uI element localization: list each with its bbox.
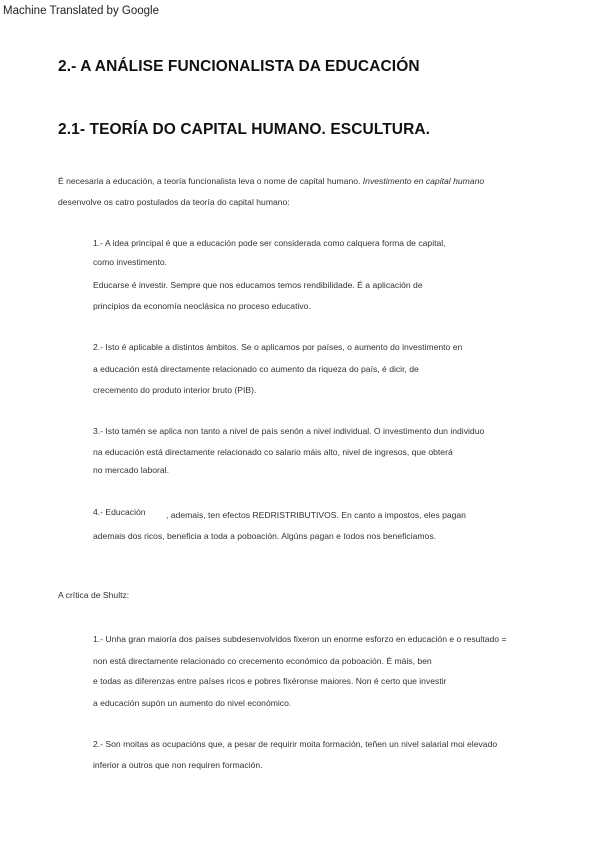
critique-1-line: a educación supón un aumento do nivel económico. [93,698,292,708]
postulate-2-line: a educación está directamente relacionado co aumento da riqueza do país, é dicir, de [93,364,419,374]
critique-1-line: e todas as diferenzas entre países ricos e pobres fixéronse maiores. Non é certo que investir [93,676,447,686]
intro-line-1: É necesaria a educación, a teoría funcionalista leva o nome de capital humano. Investimento en capital humano [58,176,485,186]
critique-2-line: 2.- Son moitas as ocupacións que, a pesar de requirir moita formación, teñen un nivel salarial moi elevado [93,739,498,749]
postulate-1-line: principios da economía neoclásica no proceso educativo. [93,301,311,311]
postulate-3-line: no mercado laboral. [93,465,169,475]
critique-1-line: 1.- Unha gran maioría dos países subdesenvolvidos fixeron un enorme esforzo en educación e o resultado = [93,634,507,644]
machine-translation-banner: Machine Translated by Google [3,5,159,17]
postulate-1-line: 1.- A idea principal é que a educación pode ser considerada como calquera forma de capital, [93,238,446,248]
section-heading: 2.- A ANÁLISE FUNCIONALISTA DA EDUCACIÓN [58,58,420,75]
postulate-1-line: como investimento. [93,257,168,267]
postulate-3-line: 3.- Isto tamén se aplica non tanto a nivel de país senón a nivel individual. O investimento dun individuo [93,426,485,436]
critique-title: A crítica de Shultz: [58,590,130,600]
subsection-heading: 2.1- TEORÍA DO CAPITAL HUMANO. ESCULTURA. [58,121,431,138]
postulate-3-line: na educación está directamente relacionado co salario máis alto, nivel de ingresos, que obterá [93,447,453,457]
postulate-4-line-start: 4.- Educación [93,507,146,517]
postulate-2-line: crecemento do produto interior bruto (PIB). [93,385,257,395]
postulate-4-line: ademais dos ricos, beneficia a toda a poboación. Algúns pagan e todos nos beneficiamos. [93,531,437,541]
critique-2-line: inferior a outros que non requiren formación. [93,760,263,770]
intro-line-2: desenvolve os catro postulados da teoría do capital humano: [58,197,290,207]
postulate-4-line-rest: , ademais, ten efectos REDRISTRIBUTIVOS. En canto a impostos, eles pagan [166,510,466,520]
postulate-1-line: Educarse é investir. Sempre que nos educamos temos rendibilidade. É a aplicación de [93,280,423,290]
intro-italic-phrase: Investimento en capital humano [362,176,485,186]
critique-1-line: non está directamente relacionado co crecemento económico da poboación. É máis, ben [93,656,432,666]
postulate-2-line: 2.- Isto é aplicable a distintos ámbitos. Se o aplicamos por países, o aumento do investimento en [93,342,463,352]
